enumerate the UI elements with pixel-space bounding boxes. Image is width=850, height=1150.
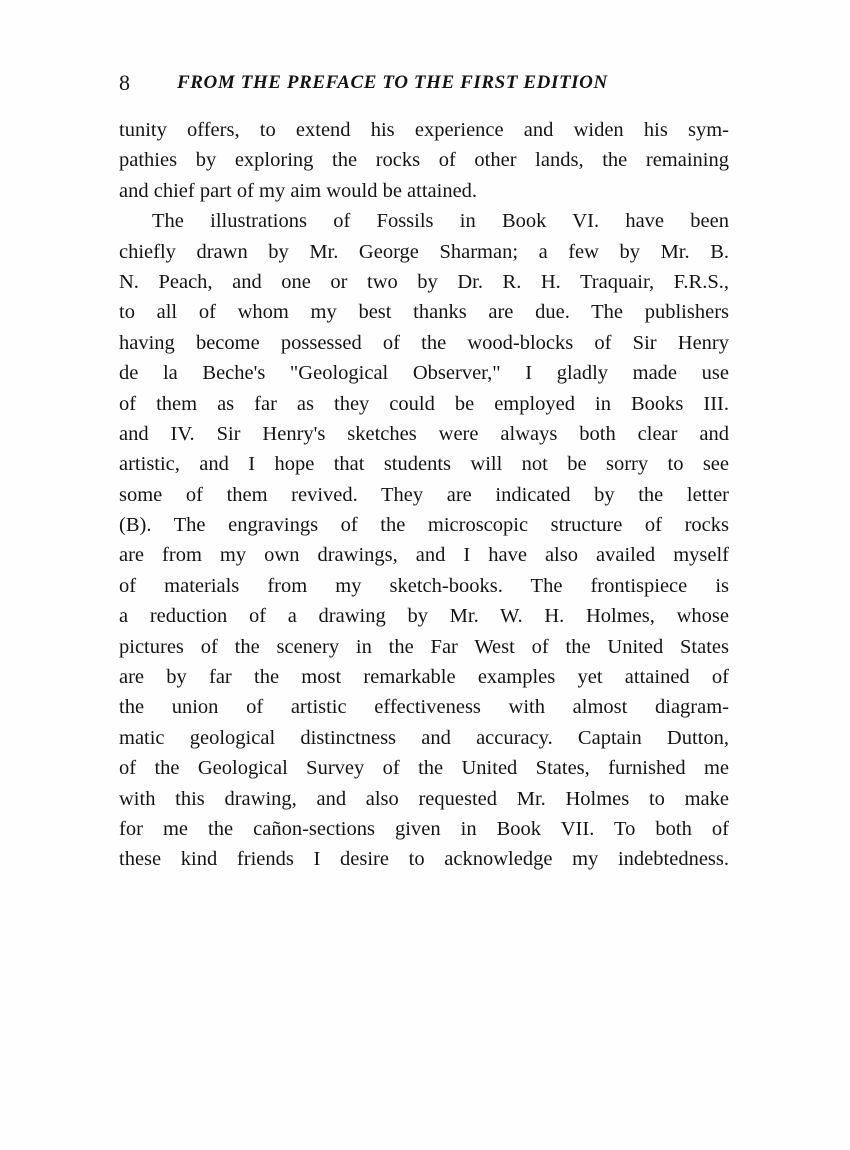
text-line: for me the cañon-sections given in Book VII. To both of bbox=[119, 817, 729, 840]
page-number: 8 bbox=[119, 70, 130, 95]
text-line: of them as far as they could be employed in Books III. bbox=[119, 392, 729, 415]
text-line: the union of artistic effectiveness with almost diagram- bbox=[119, 696, 729, 719]
text-line: de la Beche's "Geological Observer," I gladly made use bbox=[119, 362, 729, 385]
text-line: The illustrations of Fossils in Book VI. have been bbox=[152, 210, 729, 233]
body-text bbox=[119, 115, 729, 875]
paragraph-illustrations bbox=[119, 206, 729, 875]
text-line: these kind friends I desire to acknowledge my indebtedness. bbox=[119, 848, 729, 871]
text-line: and IV. Sir Henry's sketches were always both clear and bbox=[119, 422, 729, 445]
text-line: of the Geological Survey of the United States, furnished me bbox=[119, 757, 729, 780]
text-line: a reduction of a drawing by Mr. W. H. Holmes, whose bbox=[119, 605, 729, 628]
text-line: pathies by exploring the rocks of other lands, the remaining bbox=[119, 149, 729, 172]
text-line: are from my own drawings, and I have also availed myself bbox=[119, 544, 729, 567]
text-line: are by far the most remarkable examples yet attained of bbox=[119, 666, 729, 689]
text-line: with this drawing, and also requested Mr. Holmes to make bbox=[119, 787, 729, 810]
text-line: to all of whom my best thanks are due. The publishers bbox=[119, 301, 729, 324]
text-line: having become possessed of the wood-blocks of Sir Henry bbox=[119, 331, 729, 354]
text-line: matic geological distinctness and accuracy. Captain Dutton, bbox=[119, 726, 729, 749]
text-line: some of them revived. They are indicated by the letter bbox=[119, 483, 729, 506]
text-line: chiefly drawn by Mr. George Sharman; a few by Mr. B. bbox=[119, 240, 729, 263]
text-line: pictures of the scenery in the Far West of the United States bbox=[119, 635, 729, 658]
paragraph-continuation bbox=[119, 115, 729, 206]
text-line: tunity offers, to extend his experience and widen his sym- bbox=[119, 119, 729, 141]
running-head bbox=[119, 68, 739, 98]
running-title: FROM THE PREFACE TO THE FIRST EDITION bbox=[177, 72, 608, 93]
text-line: N. Peach, and one or two by Dr. R. H. Traquair, F.R.S., bbox=[119, 270, 729, 293]
text-line: artistic, and I hope that students will not be sorry to see bbox=[119, 453, 729, 476]
text-line: (B). The engravings of the microscopic structure of rocks bbox=[119, 514, 729, 537]
text-line: and chief part of my aim would be attained. bbox=[119, 179, 478, 202]
text-line: of materials from my sketch-books. The frontispiece is bbox=[119, 574, 729, 597]
